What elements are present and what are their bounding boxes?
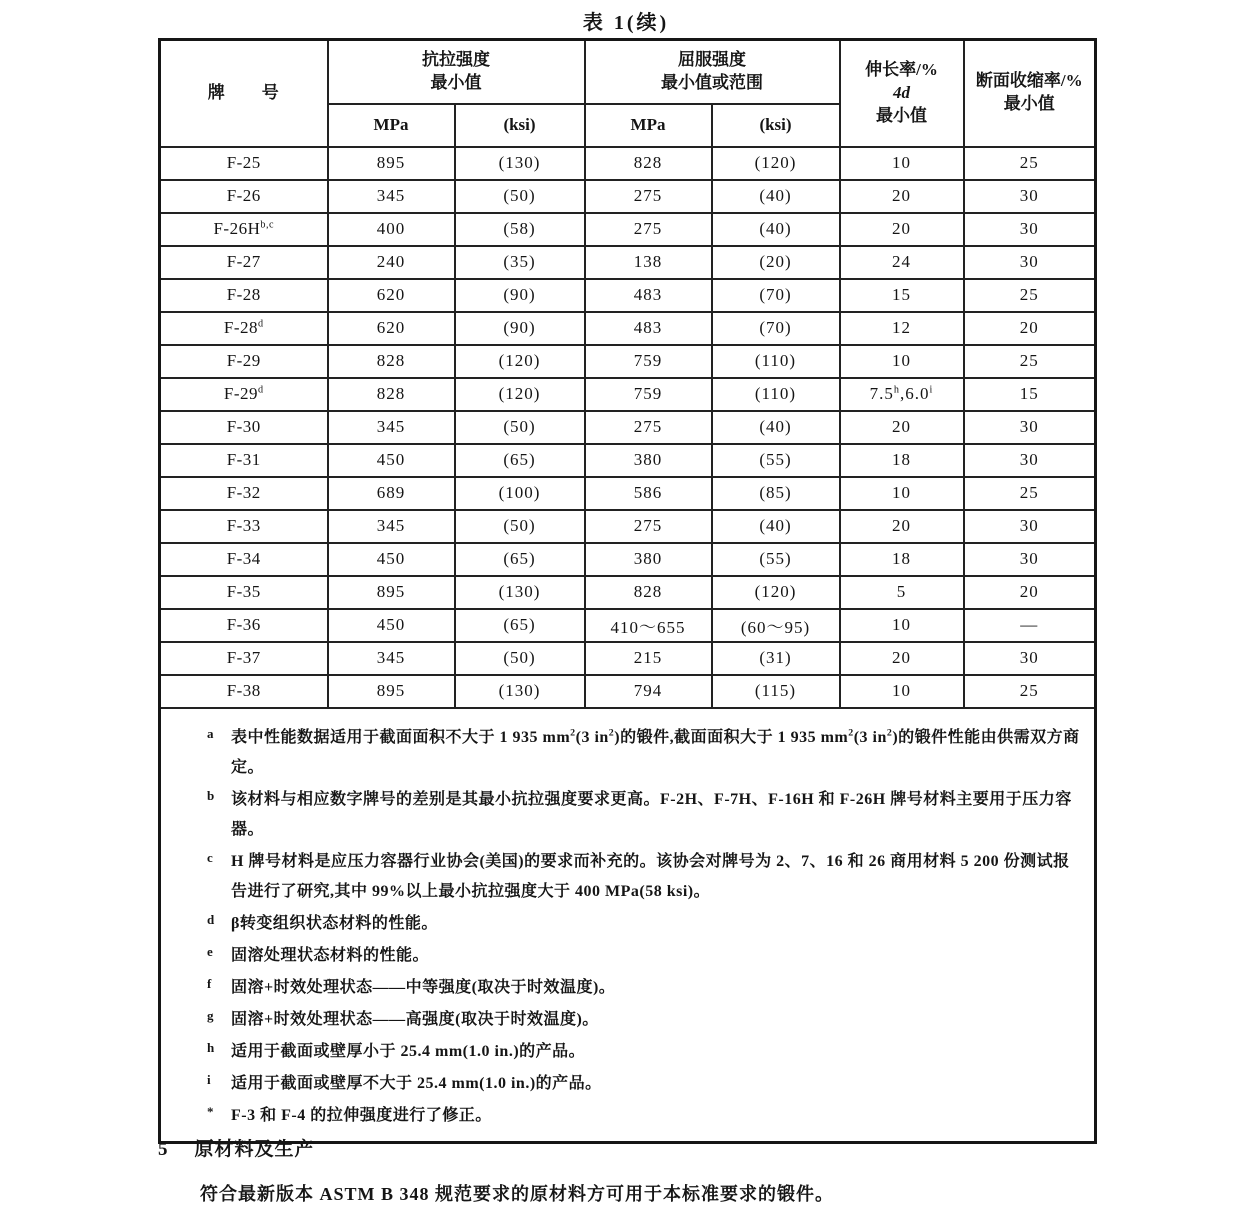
- value-cell: 10: [840, 477, 964, 510]
- value-cell: 450: [328, 543, 455, 576]
- value-cell: 20: [964, 576, 1096, 609]
- value-cell: (120): [455, 345, 585, 378]
- grade-cell: F-28: [160, 279, 328, 312]
- table-row: [160, 576, 1096, 609]
- value-cell: 25: [964, 279, 1096, 312]
- header-yield-line1: 屈服强度: [678, 49, 746, 69]
- footnote-g: [205, 1005, 1080, 1035]
- grade-cell: F-38: [160, 675, 328, 708]
- value-cell: 30: [964, 642, 1096, 675]
- header-grade: 牌 号: [160, 40, 328, 147]
- header-tensile-mpa: MPa: [328, 104, 455, 147]
- value-cell: 759: [585, 345, 712, 378]
- section-number: 5: [158, 1139, 169, 1160]
- value-cell: 483: [585, 279, 712, 312]
- footnote-text: 该材料与相应数字牌号的差别是其最小抗拉强度要求更高。F-2H、F-7H、F-16H 和 F-26H 牌号材料主要用于压力容器。: [231, 790, 1072, 838]
- value-cell: 828: [328, 378, 455, 411]
- value-cell: 138: [585, 246, 712, 279]
- value-cell: 380: [585, 444, 712, 477]
- footnote-marker: d: [207, 911, 215, 927]
- table-body: [160, 147, 1096, 708]
- body-paragraph: 符合最新版本 ASTM B 348 规范要求的原材料方可用于本标准要求的锻件。: [200, 1184, 835, 1204]
- table-row: [160, 444, 1096, 477]
- value-cell: 30: [964, 543, 1096, 576]
- value-cell: 15: [964, 378, 1096, 411]
- value-cell: 15: [840, 279, 964, 312]
- value-cell: 30: [964, 411, 1096, 444]
- value-cell: (31): [712, 642, 840, 675]
- value-cell: (40): [712, 411, 840, 444]
- value-cell: (130): [455, 147, 585, 180]
- value-cell: 20: [840, 180, 964, 213]
- value-cell: 10: [840, 147, 964, 180]
- value-cell: 345: [328, 510, 455, 543]
- footnote-e: [205, 941, 1080, 971]
- footnote-marker: f: [207, 975, 212, 991]
- value-cell: 895: [328, 147, 455, 180]
- table-row: [160, 477, 1096, 510]
- value-cell: (35): [455, 246, 585, 279]
- header-elongation-line3: 最小值: [876, 105, 927, 125]
- value-cell: 30: [964, 510, 1096, 543]
- value-cell: 828: [328, 345, 455, 378]
- value-cell: 483: [585, 312, 712, 345]
- table-row: [160, 345, 1096, 378]
- header-tensile-ksi: (ksi): [455, 104, 585, 147]
- footnote-text: 固溶+时效处理状态——高强度(取决于时效温度)。: [231, 1010, 599, 1028]
- grade-cell: F-29: [160, 345, 328, 378]
- value-cell: (110): [712, 378, 840, 411]
- grade-cell: F-33: [160, 510, 328, 543]
- value-cell: 759: [585, 378, 712, 411]
- value-cell: (70): [712, 312, 840, 345]
- value-cell: 30: [964, 246, 1096, 279]
- table-row: [160, 543, 1096, 576]
- value-cell: 450: [328, 444, 455, 477]
- grade-cell: F-28$^d$: [160, 312, 328, 345]
- table-header: [160, 40, 1096, 147]
- value-cell: 895: [328, 576, 455, 609]
- header-tensile-line2: 最小值: [430, 72, 482, 92]
- value-cell: 400: [328, 213, 455, 246]
- footnote-h: [205, 1037, 1080, 1067]
- value-cell: 24: [840, 246, 964, 279]
- value-cell: 25: [964, 147, 1096, 180]
- footnote-b: [205, 785, 1080, 845]
- footnote-marker: e: [207, 943, 214, 959]
- value-cell: 410～655: [585, 609, 712, 642]
- header-elongation-gauge: 4d: [893, 82, 910, 102]
- footnote-marker: a: [207, 725, 214, 741]
- value-cell: (40): [712, 510, 840, 543]
- grade-cell: F-37: [160, 642, 328, 675]
- footnote-text: 表中性能数据适用于截面面积不大于 1 935 $mm^2(3$ $in^2$)的锻件,截面面积大于 1 935 $mm^2(3$ $in^2$)的锻件性能由供需双方商定。: [231, 727, 1080, 776]
- grade-cell: F-27: [160, 246, 328, 279]
- value-cell: (55): [712, 444, 840, 477]
- value-cell: (90): [455, 279, 585, 312]
- grade-cell: F-29$^d$: [160, 378, 328, 411]
- value-cell: 20: [964, 312, 1096, 345]
- value-cell: 20: [840, 642, 964, 675]
- table-title: 表 1(续): [582, 12, 670, 34]
- value-cell: (65): [455, 444, 585, 477]
- value-cell: 345: [328, 642, 455, 675]
- value-cell: 620: [328, 312, 455, 345]
- value-cell: (120): [712, 576, 840, 609]
- footnote-marker: *: [207, 1103, 214, 1119]
- value-cell: 275: [585, 411, 712, 444]
- header-yield-ksi: (ksi): [712, 104, 840, 147]
- footnote-c: [205, 847, 1080, 907]
- value-cell: (50): [455, 180, 585, 213]
- value-cell: 689: [328, 477, 455, 510]
- value-cell: 25: [964, 477, 1096, 510]
- value-cell: 275: [585, 213, 712, 246]
- footnote-text: 固溶+时效处理状态——中等强度(取决于时效温度)。: [231, 978, 616, 996]
- grade-cell: F-32: [160, 477, 328, 510]
- value-cell: 12: [840, 312, 964, 345]
- footnote-text: β转变组织状态材料的性能。: [231, 914, 438, 932]
- header-yield-mpa: MPa: [585, 104, 712, 147]
- value-cell: 828: [585, 147, 712, 180]
- grade-cell: F-30: [160, 411, 328, 444]
- header-reduction-line2: 最小值: [1003, 94, 1055, 114]
- footnote-marker: h: [207, 1039, 215, 1055]
- value-cell: 10: [840, 345, 964, 378]
- footnote-text: 适用于截面或壁厚小于 25.4 mm(1.0 in.)的产品。: [231, 1042, 586, 1060]
- value-cell: (65): [455, 609, 585, 642]
- value-cell: 215: [585, 642, 712, 675]
- table-row: [160, 609, 1096, 642]
- table-row: [160, 642, 1096, 675]
- grade-cell: F-35: [160, 576, 328, 609]
- value-cell: (55): [712, 543, 840, 576]
- table-row: [160, 213, 1096, 246]
- value-cell: (120): [455, 378, 585, 411]
- footnote-i: [205, 1069, 1080, 1099]
- header-yield-strength: [585, 40, 840, 104]
- value-cell: 7.5$^h$,6.0$^i$: [840, 378, 964, 411]
- header-tensile-strength: [328, 40, 585, 104]
- value-cell: (50): [455, 411, 585, 444]
- value-cell: (115): [712, 675, 840, 708]
- value-cell: (20): [712, 246, 840, 279]
- value-cell: —: [964, 609, 1096, 642]
- value-cell: (70): [712, 279, 840, 312]
- value-cell: (130): [455, 675, 585, 708]
- value-cell: 30: [964, 444, 1096, 477]
- value-cell: (50): [455, 510, 585, 543]
- footnotes-list: [205, 723, 1080, 1131]
- value-cell: 345: [328, 180, 455, 213]
- footnote-asterisk: [205, 1101, 1080, 1131]
- value-cell: (50): [455, 642, 585, 675]
- value-cell: 25: [964, 675, 1096, 708]
- footnote-a: [205, 723, 1080, 783]
- footnote-marker: g: [207, 1007, 214, 1023]
- footnote-text: 固溶处理状态材料的性能。: [231, 946, 430, 964]
- table-row: [160, 147, 1096, 180]
- value-cell: 30: [964, 180, 1096, 213]
- value-cell: (85): [712, 477, 840, 510]
- value-cell: 380: [585, 543, 712, 576]
- header-tensile-line1: 抗拉强度: [422, 49, 490, 69]
- table-row: [160, 279, 1096, 312]
- value-cell: (40): [712, 180, 840, 213]
- value-cell: 18: [840, 543, 964, 576]
- value-cell: (60～95): [712, 609, 840, 642]
- footnote-text: H 牌号材料是应压力容器行业协会(美国)的要求而补充的。该协会对牌号为 2、7、16 和 26 商用材料 5 200 份测试报告进行了研究,其中 99%以上最小抗拉强度大于 400 MPa(58 ksi)。: [231, 852, 1070, 900]
- footnote-marker: b: [207, 787, 215, 803]
- value-cell: 20: [840, 411, 964, 444]
- table-row: [160, 378, 1096, 411]
- table-row: [160, 246, 1096, 279]
- footnote-d: [205, 909, 1080, 939]
- value-cell: 25: [964, 345, 1096, 378]
- value-cell: (58): [455, 213, 585, 246]
- value-cell: (110): [712, 345, 840, 378]
- table-row: [160, 411, 1096, 444]
- grade-cell: $F-26H^{b,c}$: [160, 213, 328, 246]
- value-cell: 5: [840, 576, 964, 609]
- value-cell: 620: [328, 279, 455, 312]
- value-cell: 275: [585, 180, 712, 213]
- material-properties-table: [158, 38, 1097, 1144]
- value-cell: 586: [585, 477, 712, 510]
- grade-cell: F-31: [160, 444, 328, 477]
- value-cell: 18: [840, 444, 964, 477]
- value-cell: (130): [455, 576, 585, 609]
- value-cell: 240: [328, 246, 455, 279]
- value-cell: 828: [585, 576, 712, 609]
- section-heading: [158, 1134, 315, 1161]
- table-row: [160, 180, 1096, 213]
- value-cell: 794: [585, 675, 712, 708]
- header-elongation: [840, 40, 964, 147]
- value-cell: 20: [840, 510, 964, 543]
- value-cell: (40): [712, 213, 840, 246]
- header-elongation-line1: 伸长率/%: [865, 59, 938, 79]
- table-row: [160, 312, 1096, 345]
- value-cell: 20: [840, 213, 964, 246]
- header-reduction-of-area: [964, 40, 1096, 147]
- value-cell: (120): [712, 147, 840, 180]
- value-cell: 10: [840, 675, 964, 708]
- value-cell: 275: [585, 510, 712, 543]
- footnotes-cell: [160, 708, 1096, 1143]
- table-row: [160, 510, 1096, 543]
- footnote-marker: i: [207, 1071, 212, 1087]
- grade-cell: F-36: [160, 609, 328, 642]
- value-cell: 895: [328, 675, 455, 708]
- section-title: 原材料及生产: [194, 1139, 315, 1160]
- grade-cell: F-25: [160, 147, 328, 180]
- table-footnotes-section: [160, 708, 1096, 1143]
- footnote-text: F-3 和 F-4 的拉伸强度进行了修正。: [231, 1106, 492, 1124]
- footnote-marker: c: [207, 849, 214, 865]
- header-reduction-line1: 断面收缩率/%: [975, 71, 1083, 91]
- footnote-f: [205, 973, 1080, 1003]
- header-yield-line2: 最小值或范围: [661, 72, 763, 92]
- grade-cell: F-34: [160, 543, 328, 576]
- value-cell: (100): [455, 477, 585, 510]
- value-cell: (90): [455, 312, 585, 345]
- grade-cell: F-26: [160, 180, 328, 213]
- value-cell: 10: [840, 609, 964, 642]
- footnote-text: 适用于截面或壁厚不大于 25.4 mm(1.0 in.)的产品。: [231, 1074, 602, 1092]
- value-cell: (65): [455, 543, 585, 576]
- value-cell: 450: [328, 609, 455, 642]
- table-row: [160, 675, 1096, 708]
- value-cell: 30: [964, 213, 1096, 246]
- value-cell: 345: [328, 411, 455, 444]
